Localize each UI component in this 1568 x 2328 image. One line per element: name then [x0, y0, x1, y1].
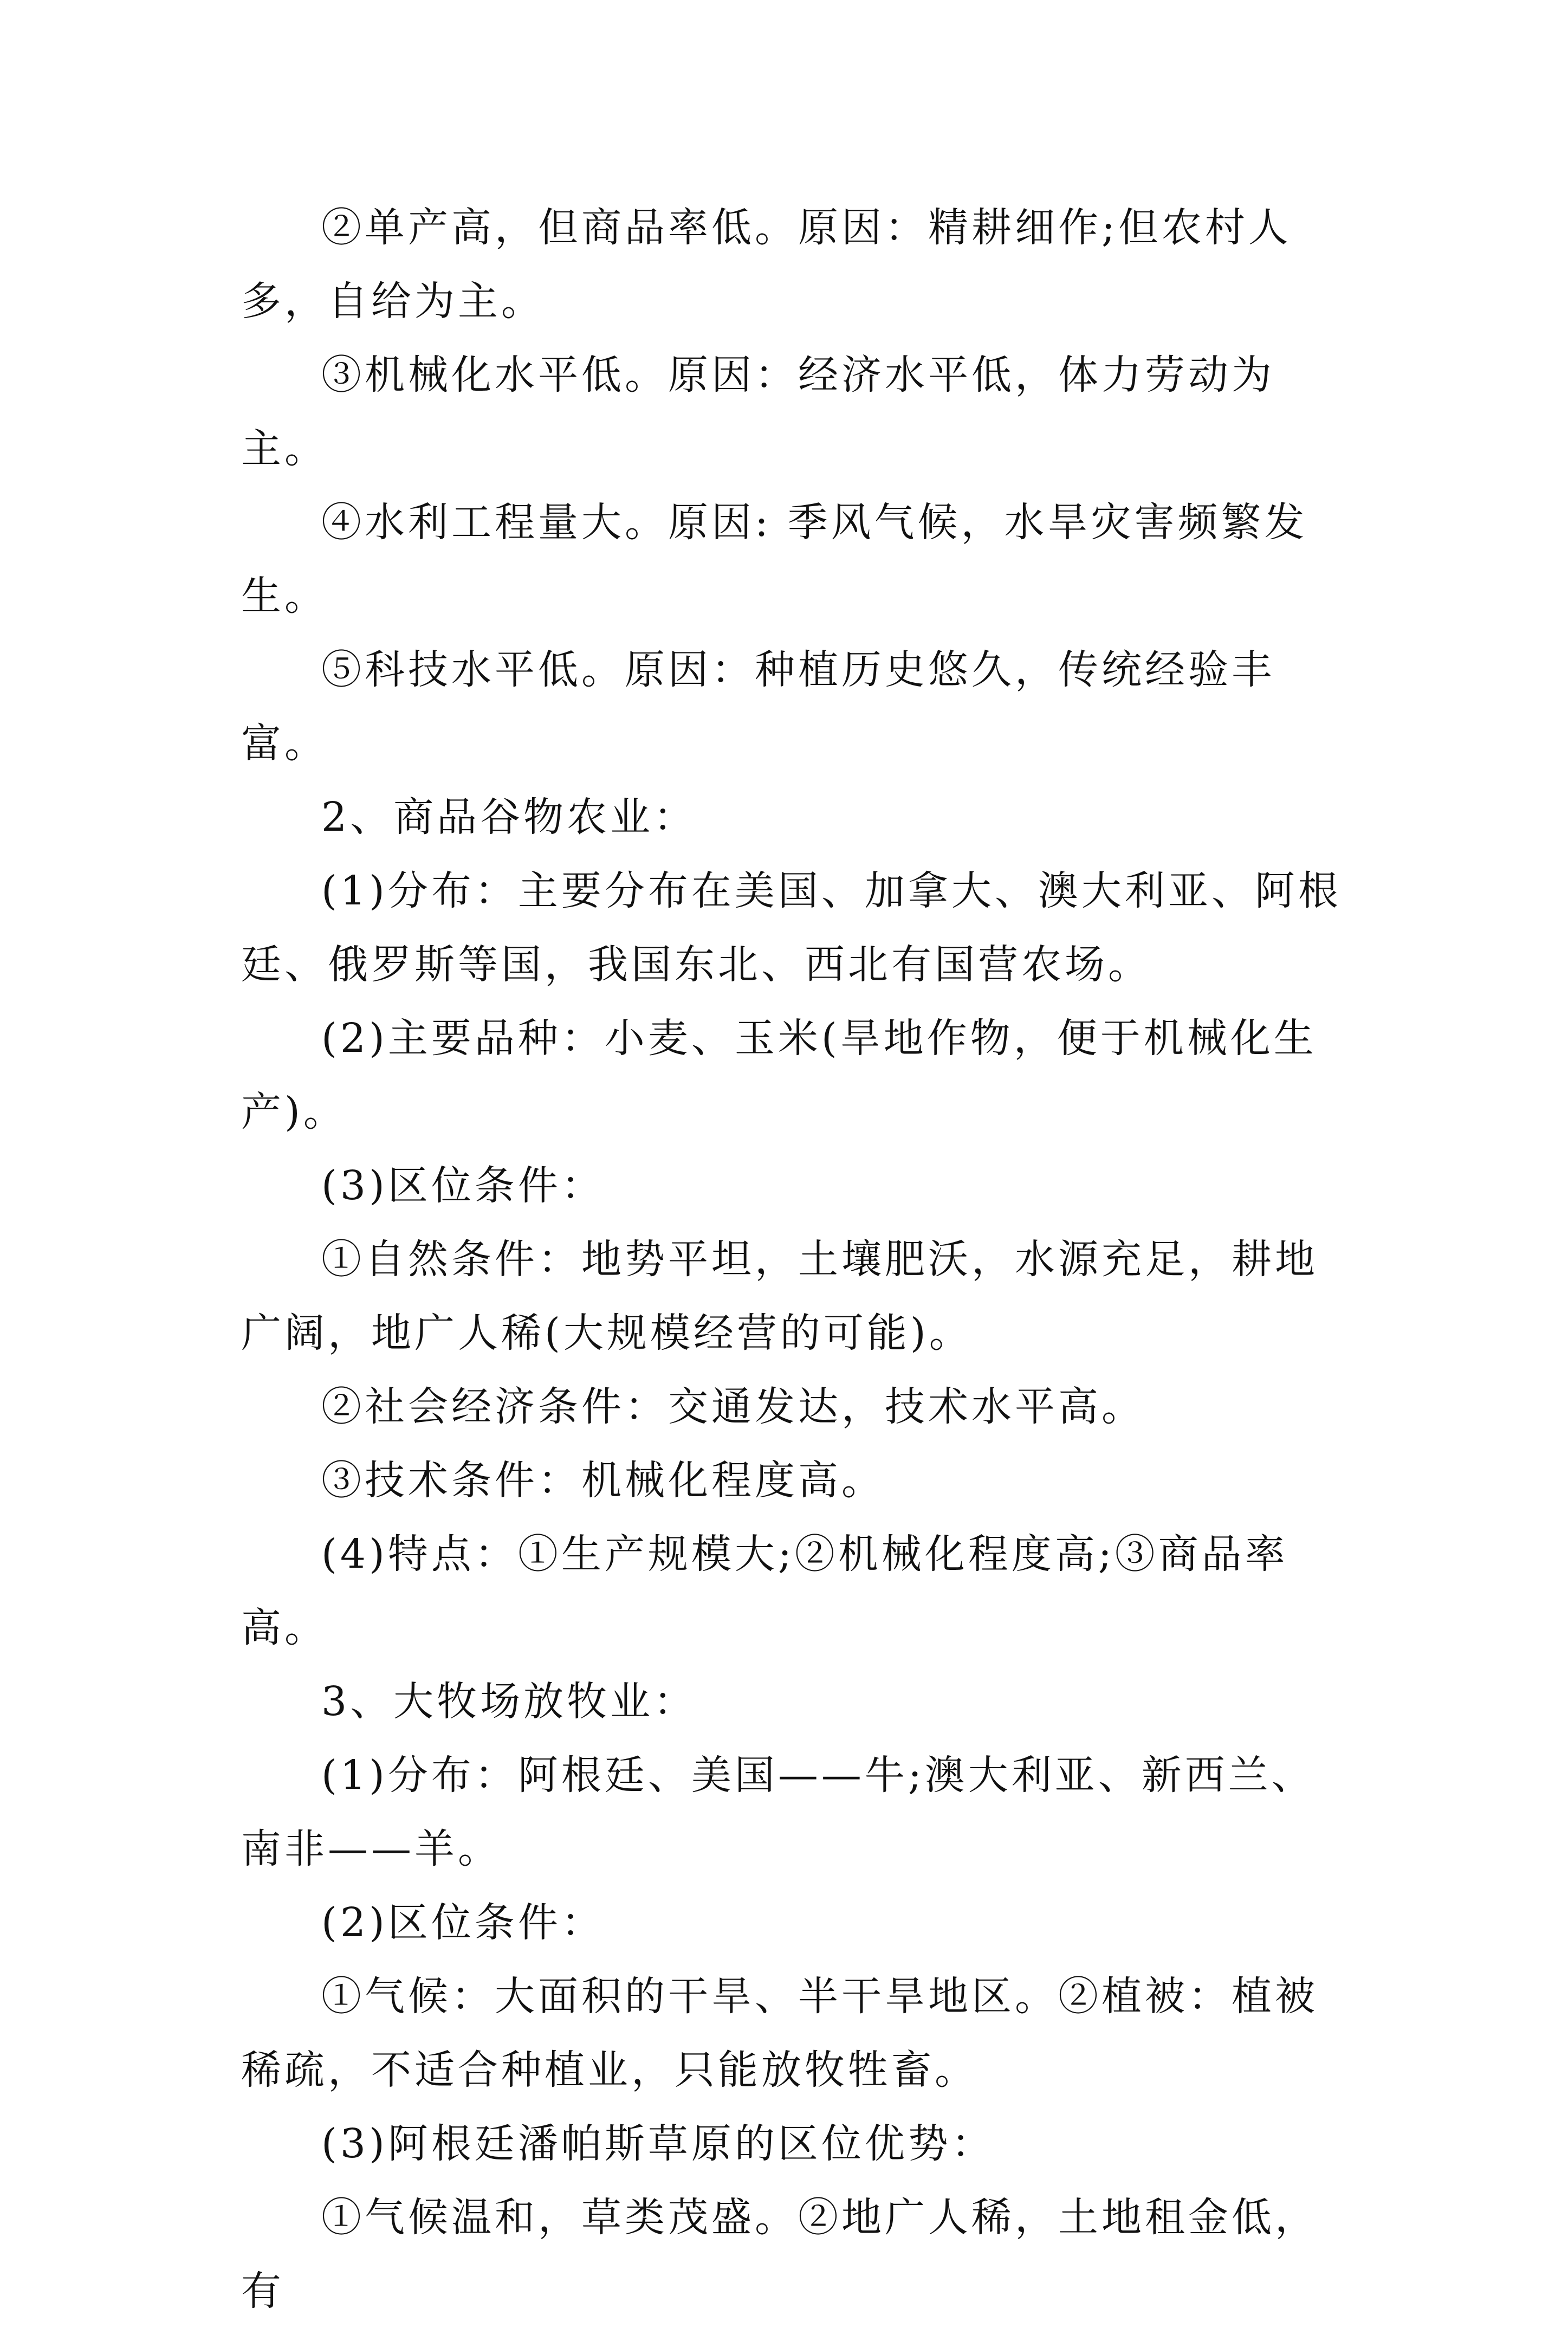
paragraph-10: ②社会经济条件：交通发达，技术水平高。 [321, 1383, 1145, 1430]
section-heading-2: 2、商品谷物农业： [321, 794, 697, 840]
paragraph-15: (2)区位条件： [321, 1899, 605, 1946]
paragraph-8: (3)区位条件： [321, 1162, 605, 1209]
paragraph-7: (2)主要品种：小麦、玉米(旱地作物，便于机械化生产)。 [241, 1015, 1317, 1135]
paragraph-14: (1)分布：阿根廷、美国——牛;澳大利亚、新西兰、南非——羊。 [241, 1752, 1315, 1872]
paragraph-9: ①自然条件：地势平坦，土壤肥沃，水源充足，耕地广阔，地广人稀(大规模经营的可能)。 [241, 1236, 1318, 1356]
paragraph-4: ⑤科技水平低。原因：种植历史悠久，传统经验丰富。 [241, 646, 1275, 767]
paragraph-6: (1)分布：主要分布在美国、加拿大、澳大利亚、阿根廷、俄罗斯等国，我国东北、西北有国营农场。 [241, 868, 1342, 988]
paragraph-18: ①气候温和，草类茂盛。②地广人稀，土地租金低，有 [241, 2194, 1318, 2314]
paragraph-2: ③机械化水平低。原因：经济水平低，体力劳动为主。 [241, 352, 1275, 472]
paragraph-17: (3)阿根廷潘帕斯草原的区位优势： [321, 2120, 995, 2167]
paragraph-11: ③技术条件：机械化程度高。 [321, 1457, 885, 1504]
paragraph-16: ①气候：大面积的干旱、半干旱地区。②植被：植被稀疏，不适合种植业，只能放牧牲畜。 [241, 1973, 1318, 2093]
document-body [241, 191, 1346, 2328]
paragraph-12: (4)特点：①生产规模大;②机械化程度高;③商品率高。 [241, 1531, 1288, 1651]
section-heading-3: 3、大牧场放牧业： [321, 1678, 697, 1725]
paragraph-3: ④水利工程量大。原因: 季风气候，水旱灾害频繁发生。 [241, 499, 1308, 619]
paragraph-1: ②单产高，但商品率低。原因：精耕细作;但农村人多，自给为主。 [241, 204, 1292, 325]
